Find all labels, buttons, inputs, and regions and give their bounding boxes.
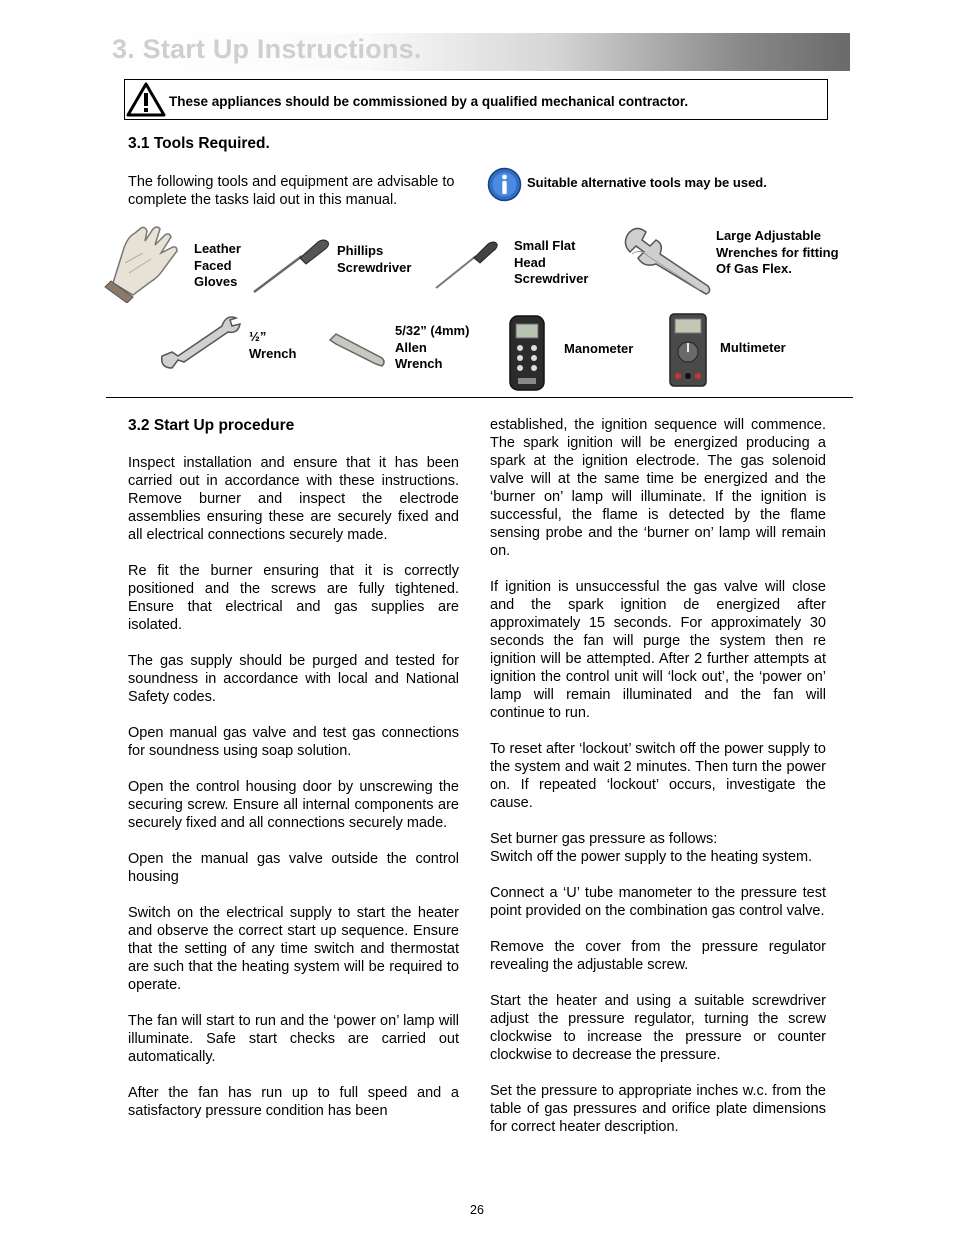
tool-label-flat-screwdriver: Small Flat Head Screwdriver: [514, 238, 589, 286]
procedure-paragraph: Inspect installation and ensure that it has been carried out in accordance with these instructions. Remove burner and inspect the electrode assemblies ensuring these are securely fixed and all electrical connections securely made.: [128, 455, 459, 543]
section-divider: [106, 397, 853, 398]
tool-label-wrench: ½” Wrench: [249, 329, 297, 361]
procedure-paragraph: Open the control housing door by unscrewing the securing screw. Ensure all internal components are securely fixed and all connections securely made.: [128, 779, 459, 831]
info-icon: [487, 167, 522, 202]
procedure-paragraph: The fan will start to run and the ‘power on’ lamp will illuminate. Safe start checks are carried out automatically.: [128, 1013, 459, 1065]
multimeter-icon: [668, 312, 708, 388]
procedure-paragraph: The gas supply should be purged and tested for soundness in accordance with local and National Safety codes.: [128, 653, 459, 705]
page-number: 26: [470, 1203, 484, 1217]
procedure-paragraph: Switch on the electrical supply to start the heater and observe the correct start up sequence. Ensure that the setting of any time switch and thermostat are such that the heating system will be required to operate.: [128, 905, 459, 993]
flat-screwdriver-icon: [432, 236, 500, 292]
manometer-icon: [508, 314, 546, 392]
tool-label-adjustable-wrench: Large Adjustable Wrenches for fitting Of Gas Flex.: [716, 228, 839, 276]
procedure-right-column: [490, 416, 826, 1154]
tool-label-allen-wrench: 5/32” (4mm) Allen Wrench: [395, 323, 470, 371]
procedure-heading: 3.2 Start Up procedure: [128, 417, 295, 434]
gloves-icon: [103, 223, 193, 303]
procedure-paragraph: Switch off the power supply to the heating system.: [490, 849, 813, 865]
info-note: Suitable alternative tools may be used.: [527, 175, 767, 190]
tools-intro: The following tools and equipment are advisable to complete the tasks laid out in this manual.: [128, 174, 455, 208]
procedure-paragraph: If ignition is unsuccessful the gas valve will close and the spark ignition de energized after approximately 15 seconds. For approximately 30 seconds the fan will purge the system then re ignition will be attempted. After 2 further attempts at ignition the control unit will ‘lock out’, the ‘power on’ lamp will remain illuminated and the fan will continue to run.: [490, 579, 826, 721]
phillips-screwdriver-icon: [250, 236, 332, 296]
wrench-icon: [158, 316, 244, 372]
procedure-paragraph: Re fit the burner ensuring that it is correctly positioned and the screws are fully tightened. Ensure that electrical and gas supplies are isolated.: [128, 563, 459, 633]
tool-label-gloves: Leather Faced Gloves: [194, 241, 241, 289]
procedure-paragraph: Remove the cover from the pressure regulator revealing the adjustable screw.: [490, 939, 826, 973]
tool-label-phillips: Phillips Screwdriver: [337, 243, 412, 275]
tools-heading: 3.1 Tools Required.: [128, 135, 270, 152]
procedure-left-column: [128, 454, 459, 1138]
procedure-paragraph: To reset after ‘lockout’ switch off the power supply to the system and wait 2 minutes. Then turn the power on. If repeated ‘lockout’ occurs, investigate the cause.: [490, 741, 826, 811]
warning-triangle-icon: [126, 82, 166, 117]
procedure-paragraph: Open the manual gas valve outside the control housing: [128, 851, 459, 885]
procedure-paragraph: Connect a ‘U’ tube manometer to the pressure test point provided on the combination gas control valve.: [490, 885, 826, 919]
procedure-paragraph: Open manual gas valve and test gas connections for soundness using soap solution.: [128, 725, 459, 759]
adjustable-wrench-icon: [622, 224, 714, 296]
warning-text: These appliances should be commissioned by a qualified mechanical contractor.: [169, 94, 689, 109]
procedure-paragraph: Start the heater and using a suitable screwdriver adjust the pressure regulator, turning the screw clockwise to increase the pressure or counter clockwise to decrease the pressure.: [490, 993, 826, 1063]
procedure-paragraph: established, the ignition sequence will commence. The spark ignition will be energized producing a spark at the ignition electrode. The gas solenoid valve will at the same time be energized and the ‘burner on’ lamp will illuminate. If the ignition is successful, the flame is detected by the flame sensing probe and the ‘burner on’ lamp will remain on.: [490, 417, 826, 559]
tool-label-manometer: Manometer: [564, 341, 634, 356]
page-title: 3. Start Up Instructions.: [112, 34, 422, 64]
procedure-paragraph: Set the pressure to appropriate inches w.c. from the table of gas pressures and orifice plate dimensions for correct heater description.: [490, 1083, 826, 1135]
tool-label-multimeter: Multimeter: [720, 340, 786, 355]
pressure-intro: Set burner gas pressure as follows:: [490, 831, 718, 847]
procedure-paragraph: After the fan has run up to full speed and a satisfactory pressure condition has been: [128, 1085, 459, 1119]
allen-wrench-icon: [326, 330, 388, 370]
